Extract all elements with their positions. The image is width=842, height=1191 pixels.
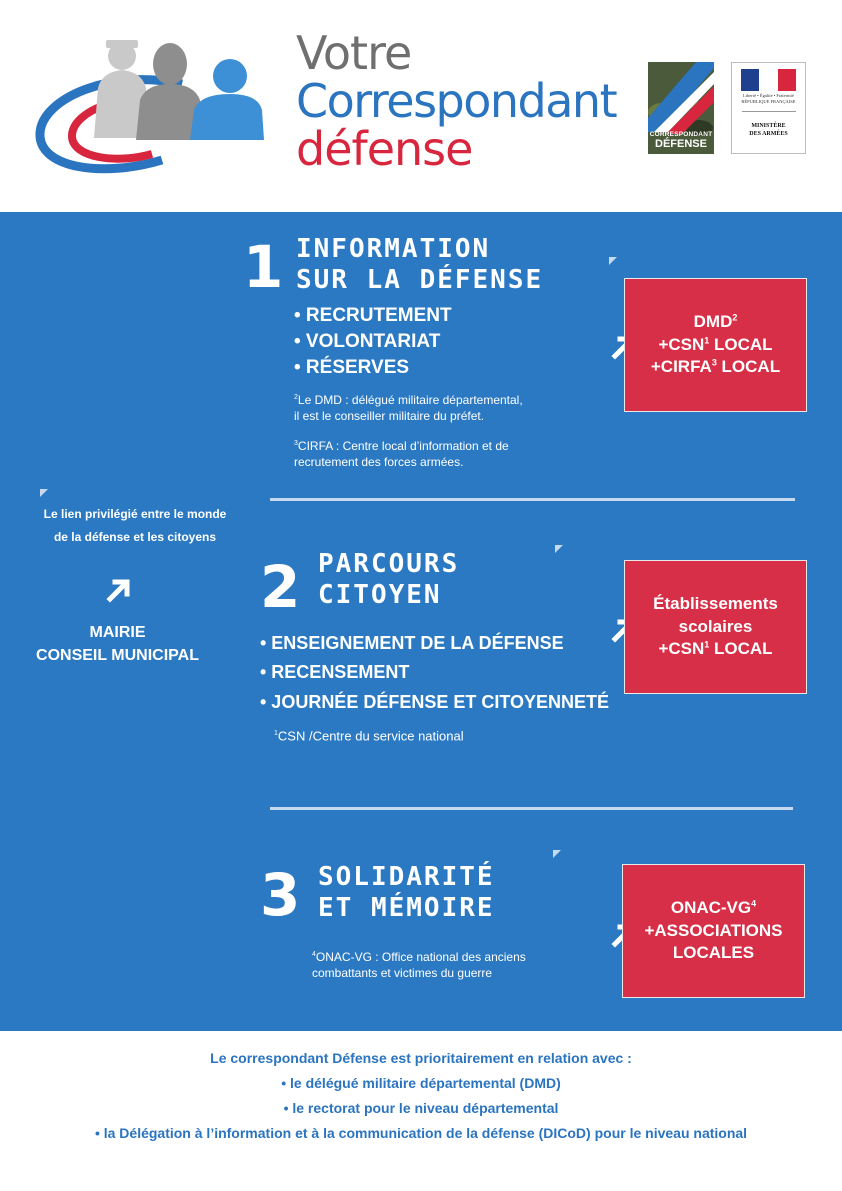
box-line: +CSN <box>658 334 705 354</box>
bullet-item: • VOLONTARIAT <box>294 331 441 352</box>
ministry-name-line1: MINISTÈRE <box>751 123 786 129</box>
box-line: +ASSOCIATIONS <box>644 920 783 940</box>
corner-tick-icon <box>553 850 561 858</box>
section-1-partners-box <box>624 278 807 412</box>
footnote-text: CIRFA : Centre local d’information et de <box>297 439 509 453</box>
box-sup: 2 <box>732 311 738 322</box>
corner-tick-icon <box>555 545 563 553</box>
ministry-divider <box>742 111 796 112</box>
french-flag-icon <box>741 69 796 91</box>
section-2-partners-box <box>624 560 807 694</box>
bullet-item: • JOURNÉE DÉFENSE ET CITOYENNETÉ <box>260 692 610 712</box>
box-line: ONAC-VG <box>670 897 752 917</box>
footnote-text: recrutement des forces armées. <box>294 455 464 469</box>
section-2-heading-line1: PARCOURS <box>318 549 460 579</box>
footnote-marker: 1 <box>274 730 278 737</box>
box-sup: 4 <box>751 897 757 908</box>
bullet-item: • RECENSEMENT <box>260 662 410 682</box>
ministere-des-armees-logo <box>731 62 806 154</box>
section-1-heading-line2: SUR LA DÉFENSE <box>296 265 544 296</box>
section-3-footnote-onac <box>312 947 526 981</box>
badge-line-defense: DÉFENSE <box>655 138 707 150</box>
republic-name: RÉPUBLIQUE FRANÇAISE <box>741 98 796 104</box>
section-1-heading <box>296 234 543 296</box>
footnote-text: CSN /Centre du service national <box>277 728 464 744</box>
section-1-bullets <box>294 306 452 384</box>
link-caption-line2: de la défense et les citoyens <box>53 530 217 544</box>
section-number-1: 1 <box>243 233 284 301</box>
box-line: +CIRFA <box>650 357 712 377</box>
footer-item: • le rectorat pour le niveau départemental <box>283 1100 559 1116</box>
section-3-heading-line1: SOLIDARITÉ <box>318 862 495 892</box>
title-line-defense: défense <box>296 122 473 176</box>
ministry-name <box>732 123 805 139</box>
page-title <box>296 26 617 176</box>
badge-caption <box>648 132 714 151</box>
corner-tick-icon <box>40 489 48 497</box>
title-line-votre: Votre <box>296 26 412 80</box>
motto-line: Liberté • Égalité • Fraternité <box>743 93 794 98</box>
box-line-tail: LOCAL <box>716 357 781 377</box>
mairie-line1: MAIRIE <box>89 624 146 641</box>
badge-line-correspondant: CORRESPONDANT <box>649 130 713 138</box>
header <box>0 0 842 212</box>
link-caption <box>20 503 250 549</box>
section-2-footnote-csn <box>274 726 464 744</box>
box-sup: 3 <box>711 357 717 368</box>
main-panel <box>0 212 842 1031</box>
box-sup: 1 <box>704 639 710 650</box>
footer-intro: Le correspondant Défense est prioritairement en relation avec : <box>210 1050 632 1066</box>
box-line: DMD <box>693 311 733 331</box>
title-line-correspondant: Correspondant <box>296 74 617 128</box>
footnote-text: il est le conseiller militaire du préfet. <box>294 409 485 423</box>
arrow-up-right-icon <box>104 575 134 605</box>
bullet-item: • RÉSERVES <box>294 357 410 378</box>
link-caption-line1: Le lien privilégié entre le monde <box>43 507 227 521</box>
section-3-partners-box <box>622 864 805 998</box>
correspondant-silhouettes-logo <box>32 28 268 188</box>
bullet-item: • ENSEIGNEMENT DE LA DÉFENSE <box>260 633 564 653</box>
footnote-marker: 4 <box>312 951 316 958</box>
box-line-tail: LOCAL <box>709 334 773 354</box>
footnote-marker: 3 <box>294 440 298 447</box>
section-1-footnote-cirfa <box>294 436 509 470</box>
section-1-footnote-dmd <box>294 390 523 424</box>
footnote-text: combattants et victimes du guerre <box>312 966 493 980</box>
section-2-bullets <box>260 634 609 722</box>
section-number-2: 2 <box>260 553 301 621</box>
section-1-heading-line1: INFORMATION <box>296 234 491 264</box>
footnote-text: ONAC-VG : Office national des anciens <box>315 950 526 964</box>
footer-item: • la Délégation à l’information et à la communication de la défense (DICoD) pour le niveau national <box>94 1125 748 1141</box>
box-sup: 1 <box>704 334 710 345</box>
bullet-item: • RECRUTEMENT <box>294 305 452 326</box>
mairie-label <box>20 621 215 667</box>
mairie-line2: CONSEIL MUNICIPAL <box>36 647 199 664</box>
box-line: Établissements <box>653 593 778 613</box>
section-3-heading-line2: ET MÉMOIRE <box>318 893 495 924</box>
box-line: +CSN <box>658 639 705 659</box>
box-line-tail: LOCAL <box>709 639 773 659</box>
footer-item: • le délégué militaire départemental (DMD) <box>281 1075 561 1091</box>
section-2-heading <box>318 549 459 611</box>
section-3-heading <box>318 862 495 924</box>
ministry-name-line2: DES ARMÉES <box>749 130 788 137</box>
box-line: scolaires <box>678 616 753 636</box>
correspondant-defense-badge-logo <box>648 62 714 154</box>
footer-relations <box>0 1046 842 1146</box>
footnote-text: Le DMD : délégué militaire départemental, <box>297 393 523 407</box>
section-number-3: 3 <box>260 861 301 929</box>
republic-motto <box>732 93 805 105</box>
section-divider <box>270 807 793 810</box>
box-line: LOCALES <box>672 943 755 963</box>
corner-tick-icon <box>609 257 617 265</box>
footnote-marker: 2 <box>294 394 298 401</box>
section-2-heading-line2: CITOYEN <box>318 580 442 611</box>
section-divider <box>270 498 795 501</box>
